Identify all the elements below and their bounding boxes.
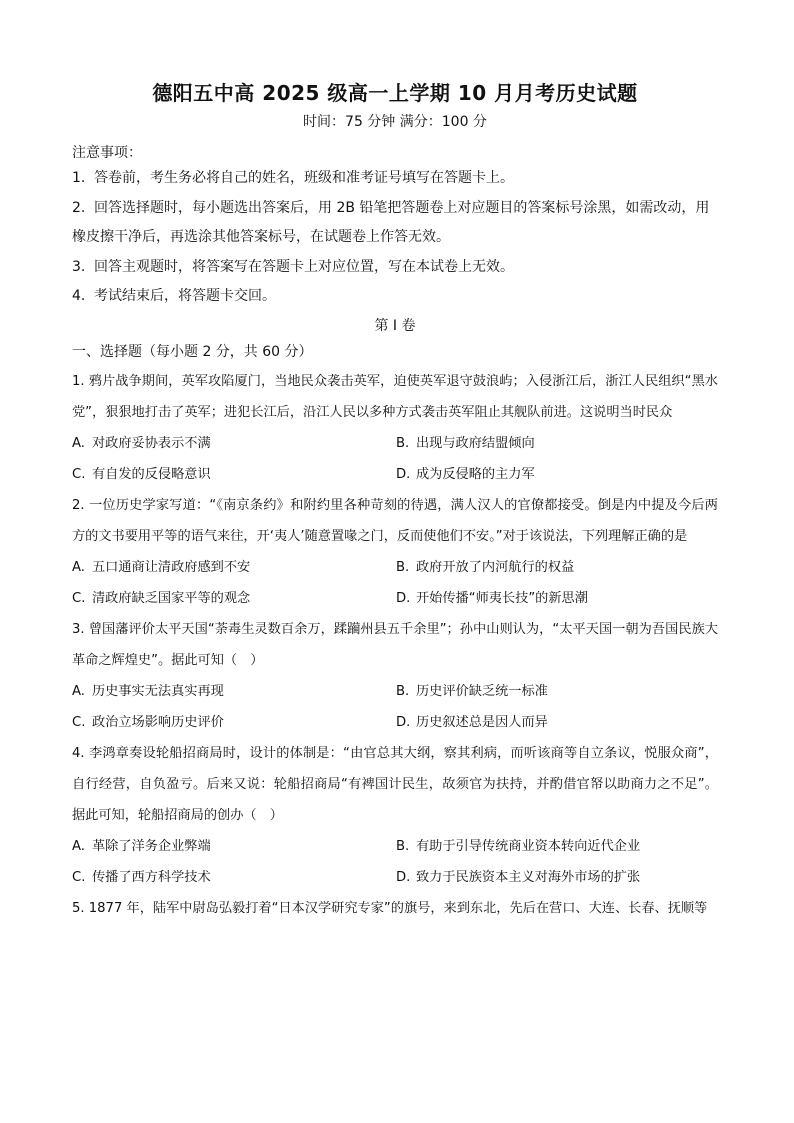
option-letter: C. (72, 466, 86, 482)
option-grid (72, 831, 718, 893)
option-letter: C. (72, 590, 86, 606)
option-grid (72, 676, 718, 738)
option-text: 有自发的反侵略意识 (92, 466, 211, 482)
option-c[interactable] (72, 707, 396, 738)
option-letter: C. (72, 714, 86, 730)
option-grid (72, 428, 718, 490)
option-text: 政府开放了内河航行的权益 (416, 559, 575, 575)
option-letter: D. (396, 466, 411, 482)
section-title: 一、选择题（每小题 2 分，共 60 分） (72, 343, 313, 360)
question-stem: 3. 曾国藩评价太平天国“荼毒生灵数百余万，蹂躏州县五千余里”；孙中山则认为，“太平天国一朝为吾国民族大革命之辉煌史”。据此可知（ ） (72, 621, 718, 668)
option-text: 有助于引导传统商业资本转向近代企业 (416, 838, 641, 854)
option-letter: A. (72, 683, 85, 699)
option-a[interactable] (72, 428, 396, 459)
option-letter: D. (396, 869, 411, 885)
option-c[interactable] (72, 862, 396, 893)
notice-item-text: 答卷前，考生务必将自己的姓名，班级和准考证号填写在答题卡上。 (94, 170, 514, 186)
exam-title: 德阳五中高 2025 级高一上学期 10 月月考历史试题 (152, 81, 638, 105)
option-b[interactable] (396, 552, 718, 583)
notice-item-number: 2. (72, 199, 86, 216)
option-grid (72, 552, 718, 614)
option-d[interactable] (396, 862, 718, 893)
option-text: 对政府妥协表示不满 (92, 435, 211, 451)
option-text: 致力于民族资本主义对海外市场的扩张 (416, 869, 641, 885)
option-b[interactable] (396, 428, 718, 459)
option-d[interactable] (396, 707, 718, 738)
question-stem: 2. 一位历史学家写道：“《南京条约》和附约里各种苛刻的待遇，满人汉人的官僚都接受。倒是内中提及今后两方的文书要用平等的语气来往，开‘夷人’随意置喙之门，反而使他们不安。”对于该说法，下列理解正确的是 (72, 497, 718, 544)
option-a[interactable] (72, 552, 396, 583)
option-a[interactable] (72, 676, 396, 707)
notice-item (72, 253, 718, 283)
option-d[interactable] (396, 459, 718, 490)
option-text: 五口通商让清政府感到不安 (92, 559, 251, 575)
option-letter: B. (396, 838, 410, 854)
option-a[interactable] (72, 831, 396, 862)
notice-heading: 注意事项： (72, 145, 142, 161)
option-c[interactable] (72, 459, 396, 490)
option-letter: B. (396, 683, 410, 699)
notice-item-text: 考试结束后，将答题卡交回。 (94, 288, 276, 304)
option-text: 革除了洋务企业弊端 (92, 838, 211, 854)
option-text: 出现与政府结盟倾向 (416, 435, 535, 451)
question-stem: 4. 李鸿章奏设轮船招商局时，设计的体制是：“由官总其大纲，察其利病，而听该商等自立条议，悦服众商”，自行经营，自负盈亏。后来又说：轮船招商局“有裨国计民生，故须官为扶持，并酌借官帑以助商力之不足”。据此可知，轮船招商局的创办（ ） (72, 745, 718, 823)
option-text: 历史事实无法真实再现 (92, 683, 224, 699)
option-b[interactable] (396, 831, 718, 862)
notice-item (72, 194, 718, 253)
notice-item-number: 1. (72, 170, 86, 186)
option-text: 传播了西方科学技术 (92, 869, 211, 885)
notice-item-text: 回答主观题时，将答案写在答题卡上对应位置，写在本试卷上无效。 (94, 258, 514, 275)
option-text: 开始传播“师夷长技”的新思潮 (416, 590, 588, 606)
option-letter: B. (396, 559, 410, 575)
question-stem: 5. 1877 年，陆军中尉岛弘毅打着“日本汉学研究专家”的旗号，来到东北，先后在营口、大连、长春、抚顺等 (72, 900, 708, 916)
notice-item (72, 282, 718, 312)
option-text: 成为反侵略的主力军 (416, 466, 535, 482)
option-text: 历史叙述总是因人而异 (416, 714, 548, 730)
option-letter: D. (396, 714, 411, 730)
option-letter: C. (72, 869, 86, 885)
notice-item-number: 3. (72, 258, 86, 275)
part-title: 第 I 卷 (374, 317, 416, 334)
option-c[interactable] (72, 583, 396, 614)
option-letter: B. (396, 435, 410, 451)
option-text: 政治立场影响历史评价 (92, 714, 224, 730)
exam-subtitle: 时间：75 分钟 满分：100 分 (303, 114, 487, 130)
question-stem: 1. 鸦片战争期间，英军攻陷厦门，当地民众袭击英军，迫使英军退守鼓浪屿；入侵浙江后，浙江人民组织“黑水党”，狠狠地打击了英军；进犯长江后，沿江人民以多种方式袭击英军阻止其舰队前进。这说明当时民众 (72, 373, 718, 420)
notice-item (72, 164, 718, 194)
option-letter: D. (396, 590, 411, 606)
notice-item-text: 回答选择题时，每小题选出答案后，用 2B 铅笔把答题卷上对应题目的答案标号涂黑，如需改动，用橡皮擦干净后，再选涂其他答案标号，在试题卷上作答无效。 (72, 199, 710, 245)
notice-item-number: 4. (72, 288, 86, 304)
option-d[interactable] (396, 583, 718, 614)
option-letter: A. (72, 559, 85, 575)
option-text: 历史评价缺乏统一标准 (416, 683, 548, 699)
option-letter: A. (72, 435, 85, 451)
option-text: 清政府缺乏国家平等的观念 (92, 590, 251, 606)
option-b[interactable] (396, 676, 718, 707)
option-letter: A. (72, 838, 85, 854)
